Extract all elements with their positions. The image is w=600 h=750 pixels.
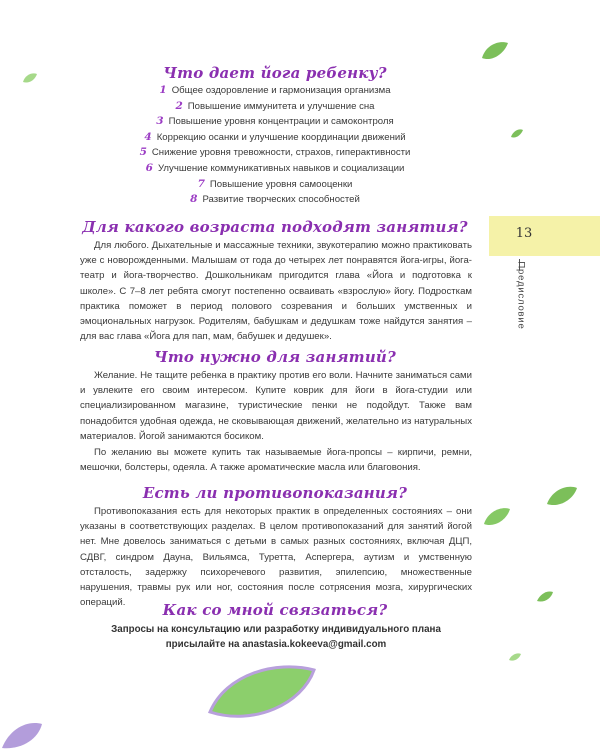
paragraph-needs-1: Желание. Не тащите ребенка в практику против его воли. Начните заниматься сами и увлеките его своим интересом. Купите коврик для йоги в йога-студии или специализированном магазине, туристические пенки не подойдут. Также вам понадобится удобная одежда, не сковывающая движений, желательно из натуральных материалов. Йогой занимаются босиком. [80, 370, 472, 442]
paragraph-needs-2: По желанию вы можете купить так называемые йога-пропсы – кирпичи, ремни, мешочки, болстеры, одеяла. А также ароматические масла или благовония. [80, 447, 472, 474]
leaf-icon [22, 72, 38, 84]
list-text: Коррекцию осанки и улучшение координации движений [156, 131, 406, 143]
section-title-contact: Как со мной связаться? [162, 601, 388, 619]
page-number: 13 [515, 226, 533, 241]
list-text: Повышение уровня концентрации и самоконтроля [168, 116, 394, 128]
paragraph-age: Для любого. Дыхательные и массажные техники, звукотерапию можно практиковать уже с новорожденными. Малышам от года до четырех лет понравятся йога-игры, йога-театр и йога-творчество. Дошкольникам пригодится глава «Йога и подготовка к школе». С 7–8 лет ребята смогут постепенно осваивать «взрослую» йогу. Подросткам практика поможет в период полового созревания и больших умственных и эмоциональных нагрузок. Родителям, бабушкам и дедушкам тоже найдутся занятия – для вас глава «Йога для пап, мам, бабушек и дедушек». [80, 240, 472, 343]
section-title-needs: Что нужно для занятий? [153, 348, 397, 366]
leaf-icon [0, 718, 44, 750]
list-number: 5 [139, 146, 147, 159]
list-item [80, 131, 470, 147]
contact-line: Запросы на консультацию или разработку индивидуального плана [111, 624, 441, 635]
leaf-icon [536, 590, 554, 603]
list-text: Улучшение коммуникативных навыков и социализации [157, 162, 405, 174]
list-number: 7 [197, 177, 205, 190]
paragraph-contraindications: Противопоказания есть для некоторых практик в определенных состояниях – они указаны в соответствующих разделах. В целом противопоказаний для занятий йогой нет. Мне довелось заниматься с детьми в самых разных состояниях, включая ДЦП, СДВГ, синдром Дауна, Вильямса, Туретта, Аспергера, аутизм и умственную отсталость, задержку психоречевого развития, эпилепсию, множественные нарушения, травмы рук или ног, состояния после сотрясения мозга, хирургических операций. [80, 506, 472, 609]
list-text: Снижение уровня тревожности, страхов, гиперактивности [151, 147, 411, 159]
section-name-vertical: Предисловие [515, 261, 527, 330]
leaf-icon [480, 40, 510, 62]
list-item [80, 146, 470, 162]
leaf-icon [545, 484, 579, 508]
list-item [80, 115, 470, 131]
leaf-icon [482, 506, 512, 528]
list-text: Развитие творческих способностей [202, 194, 360, 206]
list-number: 2 [175, 99, 183, 112]
section-title-contraindications: Есть ли противопоказания? [142, 484, 408, 502]
contact-block [80, 622, 472, 653]
leaf-icon [206, 660, 318, 726]
list-item [80, 84, 470, 100]
list-item [80, 178, 470, 194]
list-number: 8 [190, 193, 198, 206]
section-title-benefits: Что дает йога ребенку? [163, 64, 387, 82]
contact-email-line: присылайте на anastasia.kokeeva@gmail.com [165, 639, 387, 651]
list-item [80, 162, 470, 178]
list-text: Повышение уровня самооценки [209, 178, 353, 190]
list-item [80, 193, 470, 209]
benefits-list [80, 84, 470, 209]
list-text: Повышение иммунитета и улучшение сна [187, 100, 375, 112]
list-number: 4 [144, 130, 152, 143]
list-number: 6 [145, 161, 153, 174]
list-item [80, 100, 470, 116]
leaf-icon [508, 652, 522, 662]
leaf-icon [510, 128, 524, 139]
list-number: 1 [159, 84, 167, 96]
section-title-age: Для какого возраста подходят занятия? [82, 218, 468, 236]
list-number: 3 [156, 115, 164, 128]
list-text: Общее оздоровление и гармонизация организма [171, 85, 391, 96]
